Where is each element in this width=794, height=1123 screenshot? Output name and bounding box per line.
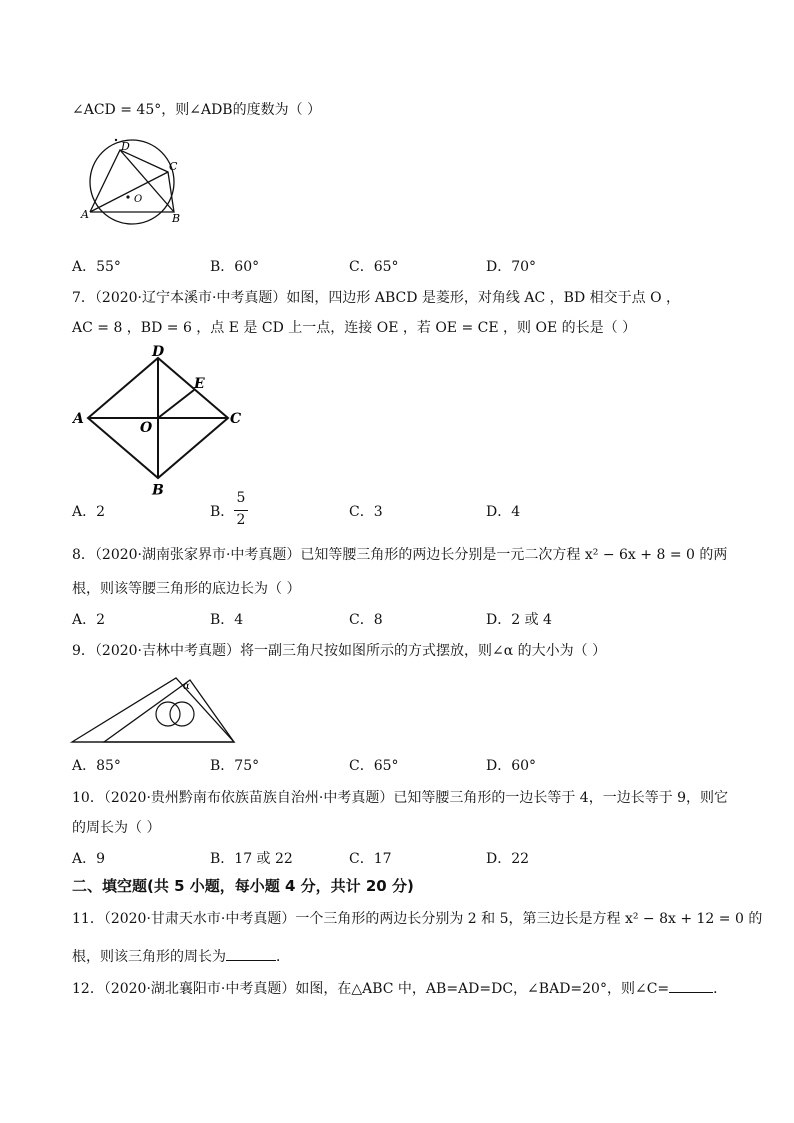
q8-option-b[interactable]: B．4	[210, 612, 244, 628]
q11-line2-text: 根，则该三角形的周长为	[72, 949, 226, 965]
q7-line1: 7．（2020·辽宁本溪市·中考真题）如图，四边形 ABCD 是菱形，对角线 AC ，BD 相交于点 O ，	[72, 290, 680, 306]
q6-label-o: O	[134, 194, 143, 205]
q8-option-c[interactable]: C．8	[349, 612, 383, 628]
q9-alpha-label: α	[183, 681, 190, 692]
q6-label-c: C	[169, 160, 178, 173]
q7-option-b[interactable]: B．	[210, 504, 235, 520]
q8-option-d[interactable]: D．2 或 4	[486, 612, 552, 628]
q7-rhombus-figure	[70, 344, 250, 499]
q7-option-a[interactable]: A．2	[72, 504, 106, 520]
q6-option-b[interactable]: B．60°	[210, 259, 260, 275]
q7-optionb-fraction-bar	[234, 510, 248, 511]
q9-option-d[interactable]: D．60°	[486, 758, 537, 774]
q7-label-d: D	[152, 344, 165, 360]
q7-label-b: B	[152, 482, 164, 499]
q9-option-c[interactable]: C．65°	[349, 758, 399, 774]
q7-label-a: A	[73, 411, 84, 427]
q9-option-b[interactable]: B．75°	[210, 758, 260, 774]
q6-label-b: B	[172, 212, 181, 225]
q11-line2-end: ．	[276, 949, 290, 965]
q10-option-b[interactable]: B．17 或 22	[210, 851, 293, 867]
q8-line2: 根，则该等腰三角形的底边长为（ ）	[72, 581, 301, 597]
section-heading-fill-in: 二、填空题(共 5 小题，每小题 4 分，共计 20 分)	[72, 877, 414, 895]
q11-answer-blank[interactable]	[226, 946, 276, 961]
q11-line2	[72, 946, 290, 967]
q8-option-a[interactable]: A．2	[72, 612, 106, 628]
q10-line2: 的周长为（ ）	[72, 820, 161, 836]
q12-line1	[72, 978, 727, 999]
q6-option-d[interactable]: D．70°	[486, 259, 537, 275]
q10-option-d[interactable]: D．22	[486, 851, 530, 867]
q6-label-a: A	[81, 208, 89, 221]
q7-optionb-denominator: 2	[236, 512, 246, 528]
q6-circle-figure	[80, 136, 190, 226]
q12-line1-end: ．	[713, 981, 728, 997]
q7-label-c: C	[230, 411, 242, 427]
q7-line2: AC = 8 ，BD = 6 ，点 E 是 CD 上一点，连接 OE ，若 OE = CE ，则 OE 的长是（ ）	[72, 320, 637, 336]
q12-line1-text: 12．（2020·湖北襄阳市·中考真题）如图，在△ABC 中，AB=AD=DC，∠BAD=20°，则∠C=	[72, 981, 670, 997]
q9-set-squares-figure	[72, 672, 242, 746]
q6-option-c[interactable]: C．65°	[349, 259, 399, 275]
q7-label-e: E	[194, 376, 205, 392]
q10-option-c[interactable]: C．17	[349, 851, 392, 867]
q12-answer-blank[interactable]	[669, 978, 713, 993]
q7-option-d[interactable]: D．4	[486, 504, 521, 520]
q11-line1: 11．（2020·甘肃天水市·中考真题）一个三角形的两边长分别为 2 和 5，第三边长是方程 x² − 8x + 12 = 0 的	[72, 911, 763, 927]
q8-line1: 8．（2020·湖南张家界市·中考真题）已知等腰三角形的两边长分别是一元二次方程 x² − 6x + 8 = 0 的两	[72, 547, 728, 563]
q6-label-d: D	[121, 140, 130, 153]
q7-option-c[interactable]: C．3	[349, 504, 383, 520]
q7-optionb-numerator: 5	[236, 490, 246, 506]
q7-label-o: O	[140, 420, 153, 436]
q6-option-a[interactable]: A．55°	[72, 259, 121, 275]
q10-line1: 10．（2020·贵州黔南布依族苗族自治州·中考真题）已知等腰三角形的一边长等于 4，一边长等于 9，则它	[72, 790, 729, 806]
q9-option-a[interactable]: A．85°	[72, 758, 121, 774]
q10-option-a[interactable]: A．9	[72, 851, 106, 867]
q6-stem: ∠ACD = 45°，则∠ADB的度数为（ ）	[72, 102, 322, 118]
q9-line1: 9．（2020·吉林中考真题）将一副三角尺按如图所示的方式摆放，则∠α 的大小为（ ）	[72, 643, 607, 659]
